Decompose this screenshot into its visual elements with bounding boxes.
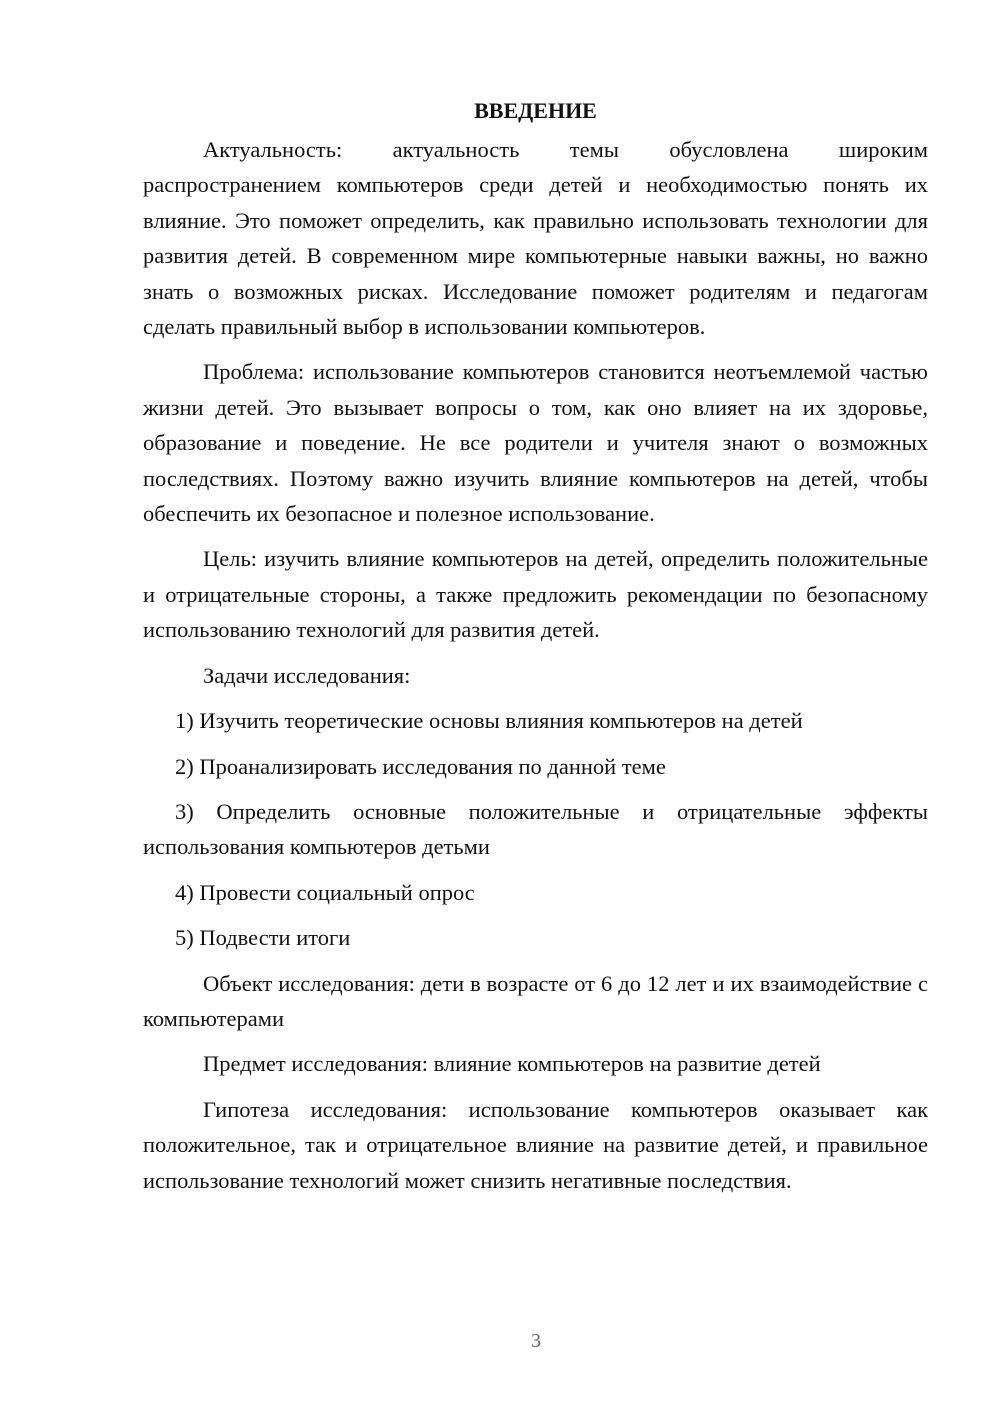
paragraph-goal: Цель: изучить влияние компьютеров на детей, определить положительные и отрицательные стороны, а также предложить рекомендации по безопасному использованию технологий для развития детей.	[143, 546, 928, 643]
document-body	[143, 90, 928, 1208]
task-item-2: 2) Проанализировать исследования по данной теме	[175, 753, 666, 779]
section-heading: ВВЕДЕНИЕ	[474, 98, 597, 123]
paragraph-object: Объект исследования: дети в возрасте от 6 до 12 лет и их взаимодействие с компьютерами	[143, 970, 928, 1031]
page-number: 3	[531, 1330, 541, 1352]
paragraph-hypothesis: Гипотеза исследования: использование компьютеров оказывает как положительное, так и отрицательное влияние на развитие детей, и правильное использование технологий может снизить негативные последствия.	[143, 1096, 928, 1193]
task-item-5: 5) Подвести итоги	[175, 925, 351, 951]
task-item-4: 4) Провести социальный опрос	[175, 879, 475, 905]
task-item-3: 3) Определить основные положительные и отрицательные эффекты использования компьютеров детьми	[143, 798, 928, 860]
paragraph-tasks-title: Задачи исследования:	[203, 662, 411, 688]
paragraph-relevance: Актуальность: актуальность темы обусловлена широким распространением компьютеров среди детей и необходимостью понять их влияние. Это поможет определить, как правильно использовать технологии для развития детей. В современном мире компьютерные навыки важны, но важно знать о возможных рисках. Исследование поможет родителям и педагогам сделать правильный выбор в использовании компьютеров.	[143, 137, 928, 340]
task-item-1: 1) Изучить теоретические основы влияния компьютеров на детей	[175, 708, 803, 734]
paragraph-subject: Предмет исследования: влияние компьютеров на развитие детей	[203, 1051, 821, 1077]
paragraph-problem: Проблема: использование компьютеров становится неотъемлемой частью жизни детей. Это вызывает вопросы о том, как оно влияет на их здоровье, образование и поведение. Не все родители и учителя знают о возможных последствиях. Поэтому важно изучить влияние компьютеров на детей, чтобы обеспечить их безопасное и полезное использование.	[143, 359, 928, 527]
